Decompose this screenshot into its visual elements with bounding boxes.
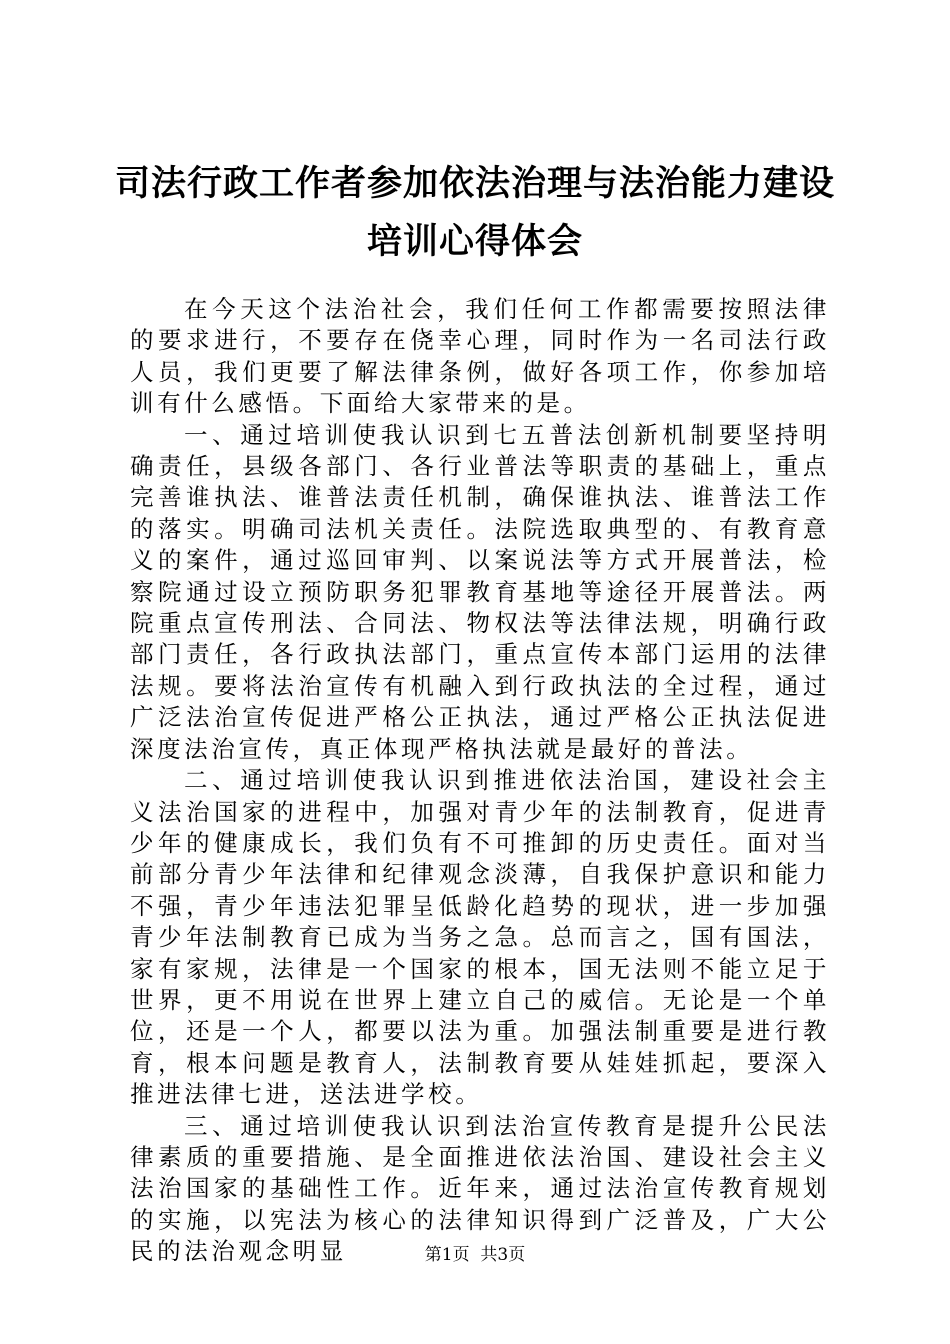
paragraph-section-1: 一、通过培训使我认识到七五普法创新机制要坚持明确责任，县级各部门、各行业普法等职责的基础上，重点完善谁执法、谁普法责任机制，确保谁执法、谁普法工作的落实。明确司法机关责任。法院选取典型的、有教育意义的案件，通过巡回审判、以案说法等方式开展普法，检察院通过设立预防职务犯罪教育基地等途径开展普法。两院重点宣传刑法、合同法、物权法等法律法规，明确行政部门责任，各行政执法部门，重点宣传本部门运用的法律法规。要将法治宣传有机融入到行政执法的全过程，通过广泛法治宣传促进严格公正执法，通过严格公正执法促进深度法治宣传，真正体现严格执法就是最好的普法。: [130, 420, 830, 763]
document-body: [130, 294, 830, 1268]
paragraph-section-2: 二、通过培训使我认识到推进依法治国，建设社会主义法治国家的进程中，加强对青少年的法制教育，促进青少年的健康成长，我们负有不可推卸的历史责任。面对当前部分青少年法律和纪律观念淡薄，自我保护意识和能力不强，青少年违法犯罪呈低龄化趋势的现状，进一步加强青少年法制教育已成为当务之急。总而言之，国有国法，家有家规，法律是一个国家的根本，国无法则不能立足于世界，更不用说在世界上建立自己的威信。无论是一个单位，还是一个人，都要以法为重。加强法制重要是进行教育，根本问题是教育人，法制教育要从娃娃抓起，要深入推进法律七进，送法进学校。: [130, 766, 830, 1109]
document-title-line-2: 培训心得体会: [366, 221, 583, 262]
paragraph-section-3: 三、通过培训使我认识到法治宣传教育是提升公民法律素质的重要措施、是全面推进依法治国、建设社会主义法治国家的基础性工作。近年来，通过法治宣传教育规划的实施，以宪法为核心的法律知识得到广泛普及，广大公民的法治观念明显: [130, 1111, 830, 1266]
document-title-line-1: 司法行政工作者参加依法治理与法治能力建设: [114, 163, 835, 204]
page-number-footer: 第1页 共3页: [424, 1245, 526, 1265]
paragraph-intro: 在今天这个法治社会，我们任何工作都需要按照法律的要求进行，不要存在侥幸心理，同时作为一名司法行政人员，我们更要了解法律条例，做好各项工作，你参加培训有什么感悟。下面给大家带来的是。: [130, 295, 830, 418]
